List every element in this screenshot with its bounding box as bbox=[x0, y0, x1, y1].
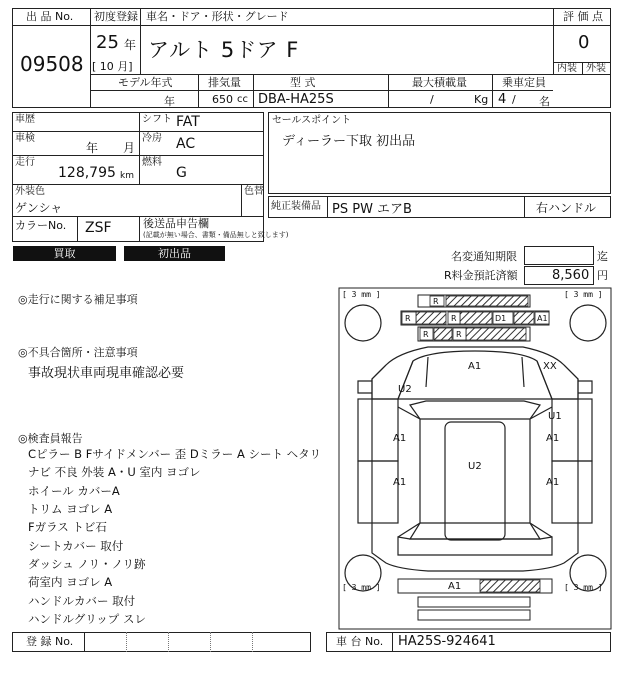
inspector-line: ナビ 不良 外装 A・U 室内 ヨゴレ bbox=[28, 465, 201, 479]
color-no-label: カラーNo. bbox=[15, 219, 67, 232]
mark-front-right-corner: XX bbox=[543, 361, 557, 372]
sales-point-label: セールスポイント bbox=[272, 115, 352, 126]
mark-left-r: R bbox=[405, 314, 411, 323]
chassis-value: HA25S-924641 bbox=[398, 634, 496, 649]
docs-note: (記載が無い場合、書類・備品無しと致します) bbox=[143, 231, 289, 239]
driving-notes-title: ◎走行に関する補足事項 bbox=[18, 293, 138, 306]
mark-lower-r: R bbox=[423, 330, 429, 339]
inspector-line: シートカバー 取付 bbox=[28, 539, 124, 553]
mileage-unit: km bbox=[120, 171, 134, 181]
tire-depth-rear-right: [ 3 mm ] bbox=[564, 583, 603, 592]
inspection-month: 月 bbox=[123, 141, 136, 155]
sales-point-value: ディーラー下取 初出品 bbox=[282, 134, 416, 149]
mark-roof: U2 bbox=[468, 461, 482, 472]
capacity-slash: / bbox=[512, 93, 516, 106]
mark-left-front-door: A1 bbox=[393, 433, 407, 444]
lot-number-label: 出 品 No. bbox=[26, 10, 74, 23]
shift-value: FAT bbox=[176, 114, 200, 130]
registration-year-unit: 年 bbox=[124, 38, 137, 52]
registration-label: 登 録 No. bbox=[26, 635, 74, 648]
displacement-unit: cc bbox=[237, 94, 248, 105]
color-label: 外装色 bbox=[15, 186, 45, 197]
mark-hood: A1 bbox=[468, 361, 482, 372]
mark-left-rear-door: A1 bbox=[393, 477, 407, 488]
inspector-line: Fガラス トビ石 bbox=[28, 520, 107, 534]
shift-label: シフト bbox=[142, 114, 172, 125]
capacity-unit: 名 bbox=[539, 95, 550, 108]
tire-depth-front-left: [ 3 mm ] bbox=[342, 290, 381, 299]
mark-top-r: R bbox=[433, 297, 439, 306]
recycle-fee-value: 8,560 bbox=[552, 268, 590, 283]
mark-front-right-fender: U1 bbox=[548, 411, 562, 422]
mark-right-rear-door: A1 bbox=[546, 477, 560, 488]
load-slash: / bbox=[430, 93, 434, 106]
inspector-line: 荷室内 ヨゴレ A bbox=[28, 575, 113, 589]
name-change-deadline-field bbox=[524, 246, 594, 265]
max-load-label: 最大積載量 bbox=[412, 76, 467, 89]
ac-value: AC bbox=[176, 136, 196, 152]
tire-depth-rear-left: [ 3 mm ] bbox=[342, 583, 381, 592]
capacity-value: 4 bbox=[498, 92, 507, 107]
tire-depth-front-right: [ 3 mm ] bbox=[564, 290, 603, 299]
mark-right-front-door: A1 bbox=[546, 433, 560, 444]
score-value: 0 bbox=[578, 32, 590, 53]
load-unit: Kg bbox=[474, 93, 489, 106]
fuel-value: G bbox=[176, 165, 187, 181]
mark-lower-r2: R bbox=[456, 330, 462, 339]
model-year-unit: 年 bbox=[164, 95, 175, 108]
defects-title: ◎不具合箇所・注意事項 bbox=[18, 346, 138, 359]
lot-number: 09508 bbox=[20, 52, 84, 76]
first-registration-label: 初度登録 bbox=[94, 10, 138, 23]
recycle-fee-label: R料金預託済額 bbox=[444, 269, 518, 282]
car-name: アルト 5ドア F bbox=[148, 38, 300, 62]
capacity-label: 乗車定員 bbox=[502, 76, 546, 89]
mark-a1-small: A1 bbox=[537, 314, 548, 323]
name-change-deadline-unit: 迄 bbox=[597, 250, 608, 263]
inspector-line: トリム ヨゴレ A bbox=[28, 502, 113, 516]
registration-year: 25 bbox=[96, 32, 119, 53]
mileage-value: 128,795 bbox=[58, 165, 116, 181]
displacement-value: 650 bbox=[212, 93, 233, 106]
defects-text: 事故現状車両現車確認必要 bbox=[28, 366, 185, 381]
car-name-label: 車名・ドア・形状・グレード bbox=[146, 10, 289, 23]
name-change-deadline-label: 名変通知期限 bbox=[451, 250, 517, 263]
inspector-line: Cピラー B Fサイドメンバー 歪 Dミラー A シート ヘタリ bbox=[28, 447, 322, 461]
ac-label: 冷房 bbox=[142, 133, 162, 144]
inspector-report-title: ◎検査員報告 bbox=[18, 432, 83, 445]
mileage-label: 走行 bbox=[15, 157, 35, 168]
steering-value: 右ハンドル bbox=[536, 201, 597, 215]
inspector-line: ハンドルグリップ スレ bbox=[28, 612, 146, 626]
mark-d1: D1 bbox=[495, 314, 507, 323]
registration-month: [ 10 月] bbox=[92, 60, 133, 73]
color-value: ゲンシャ bbox=[15, 201, 63, 215]
displacement-label: 排気量 bbox=[208, 76, 241, 89]
color-change-label: 色替 bbox=[244, 186, 264, 197]
fuel-label: 燃料 bbox=[142, 157, 162, 168]
type-label: 型 式 bbox=[290, 76, 316, 89]
inspector-line: ダッシュ ノリ・ノリ跡 bbox=[28, 557, 146, 571]
buy-button[interactable]: 買取 bbox=[13, 246, 116, 261]
first-listing-button[interactable]: 初出品 bbox=[124, 246, 225, 261]
inspection-year: 年 bbox=[86, 141, 99, 155]
inspector-line: ホイール カバーA bbox=[28, 484, 120, 498]
mark-center-r: R bbox=[451, 314, 457, 323]
mark-rear-bumper: A1 bbox=[448, 581, 462, 592]
exterior-label: 外装 bbox=[586, 63, 606, 74]
history-label: 車歴 bbox=[15, 114, 35, 125]
model-year-label: モデル年式 bbox=[118, 76, 173, 89]
mark-front-left-fender: U2 bbox=[398, 384, 412, 395]
type-value: DBA-HA25S bbox=[258, 92, 334, 107]
car-diagram bbox=[338, 287, 612, 630]
score-label: 評 価 点 bbox=[563, 10, 603, 23]
equipment-value: PS PW エアB bbox=[332, 202, 412, 217]
chassis-label: 車 台 No. bbox=[336, 635, 384, 648]
color-no-value: ZSF bbox=[85, 220, 112, 236]
equipment-label: 純正装備品 bbox=[271, 201, 321, 212]
docs-label: 後送品申告欄 bbox=[143, 217, 209, 230]
interior-label: 内装 bbox=[557, 63, 577, 74]
inspector-line: ハンドルカバー 取付 bbox=[28, 594, 136, 608]
recycle-fee-unit: 円 bbox=[597, 269, 608, 282]
inspection-label: 車検 bbox=[15, 133, 35, 144]
